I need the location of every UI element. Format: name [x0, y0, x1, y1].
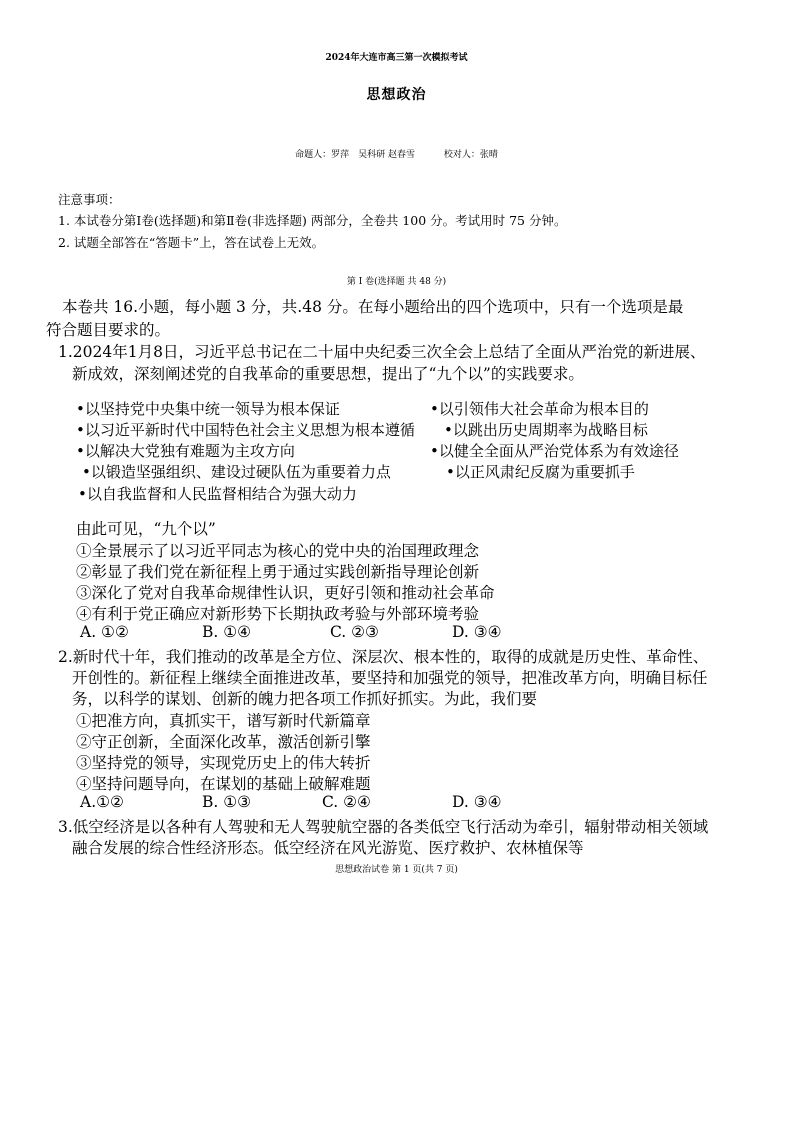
author-line: [0, 147, 793, 160]
q1-lead: 由此可见，“九个以”: [76, 520, 216, 538]
q1-bullet: •以解决大党独有难题为主攻方向: [76, 442, 295, 460]
q2-statement: ①把准方向，真抓实干，谱写新时代新篇章: [76, 712, 371, 730]
q1-bullet: •以正风肃纪反腐为重要抓手: [446, 463, 635, 481]
q2-statement: ③坚持党的领导，实现党历史上的伟大转折: [76, 754, 371, 772]
q1-bullet: •以坚持党中央集中统一领导为根本保证: [76, 400, 340, 418]
q2-stem-line-1: 2.新时代十年，我们推动的改革是全方位、深层次、根本性的，取得的成就是历史性、革命性、: [58, 648, 709, 666]
notes-heading: 注意事项：: [58, 192, 121, 207]
q1-stem-line-1: 1.2024年1月8日，习近平总书记在二十届中央纪委三次全会上总结了全面从严治党的新进展、: [58, 343, 706, 361]
q1-option-a: A. ①②: [80, 623, 129, 641]
q1-bullet: •以跳出历史周期率为战略目标: [444, 421, 648, 439]
q1-option-c: C. ②③: [330, 623, 379, 641]
section-intro-line-2: 符合题目要求的。: [46, 321, 171, 339]
page-footer: 思想政治试卷 第 1 页(共 7 页): [335, 865, 458, 875]
q2-option-a: A.①②: [80, 793, 124, 811]
q2-stem-line-3: 务，以科学的谋划、创新的魄力把各项工作抓好抓实。为此，我们要: [72, 690, 538, 708]
q1-bullet: •以习近平新时代中国特色社会主义思想为根本遵循: [76, 421, 415, 439]
q2-statement: ②守正创新，全面深化改革，激活创新引擎: [76, 733, 371, 751]
note-item-1: 1. 本试卷分第Ⅰ卷(选择题)和第Ⅱ卷(非选择题) 两部分，全卷共 100 分。考试用时 75 分钟。: [58, 213, 567, 228]
authors-label: 命题人：罗萍 吴科研 赵春雪: [295, 150, 415, 160]
subject-title: 思想政治: [366, 87, 427, 103]
note-item-2: 2. 试题全部答在“答题卡”上，答在试卷上无效。: [58, 235, 325, 250]
q1-bullet: •以自我监督和人民监督相结合为强大动力: [78, 485, 357, 503]
q2-stem-line-2: 开创性的。新征程上继续全面推进改革，要坚持和加强党的领导，把准改革方向，明确目标任: [72, 669, 708, 687]
q1-bullet: •以锻造坚强组织、建设过硬队伍为重要着力点: [82, 463, 391, 481]
q1-bullet: •以健全全面从严治党体系为有效途径: [430, 442, 679, 460]
q1-bullet: •以引领伟大社会革命为根本目的: [430, 400, 649, 418]
q3-stem-line-2: 融合发展的综合性经济形态。低空经济在风光游览、医疗救护、农林植保等: [72, 839, 584, 857]
section-intro-line-1: 本卷共 16.小题，每小题 3 分，共.48 分。在每小题给出的四个选项中，只有一个选项是最: [62, 298, 684, 316]
q1-option-d: D. ③④: [452, 623, 502, 641]
q3-stem-line-1: 3.低空经济是以各种有人驾驶和无人驾驶航空器的各类低空飞行活动为牵引，辐射带动相关领域: [58, 818, 709, 836]
q2-option-d: D. ③④: [452, 793, 502, 811]
q2-option-c: C. ②④: [322, 793, 371, 811]
q1-option-b: B. ①④: [202, 623, 252, 641]
q1-stem-line-2: 新成效，深刻阐述党的自我革命的重要思想，提出了“九个以”的实践要求。: [72, 365, 584, 383]
q2-statement: ④坚持问题导向，在谋划的基础上破解难题: [76, 775, 371, 793]
section-title: 第 Ⅰ 卷(选择题 共 48 分): [346, 277, 447, 287]
q1-statement: ②彰显了我们党在新征程上勇于通过实践创新指导理论创新: [76, 563, 480, 581]
q1-statement: ①全景展示了以习近平同志为核心的党中央的治国理政理念: [76, 542, 480, 560]
checker-label: 校对人：张晴: [443, 150, 498, 160]
q1-statement: ③深化了党对自我革命规律性认识，更好引领和推动社会革命: [76, 584, 495, 602]
exam-title: 2024年大连市高三第一次模拟考试: [325, 53, 468, 63]
q1-statement: ④有利于党正确应对新形势下长期执政考验与外部环境考验: [76, 605, 480, 623]
q2-option-b: B. ①③: [202, 793, 252, 811]
